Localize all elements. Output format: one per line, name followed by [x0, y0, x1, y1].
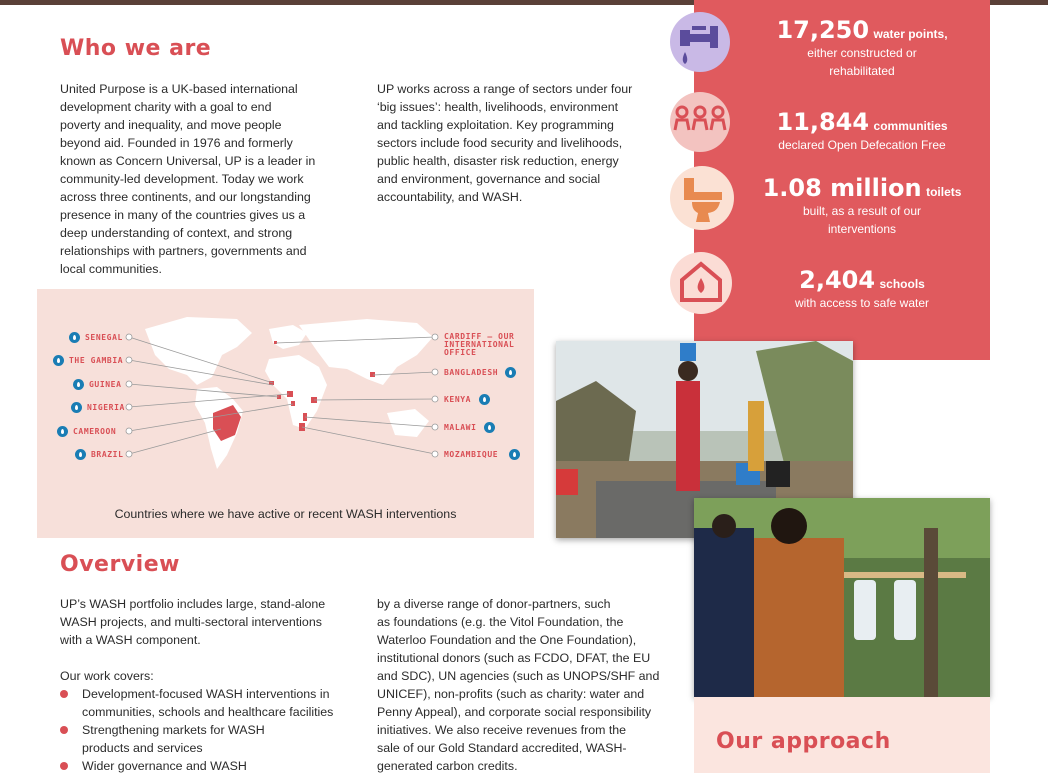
- stat-description: interventions: [827, 222, 897, 236]
- stat-number: 2,404: [799, 266, 876, 294]
- stat-description: either constructed or: [807, 46, 917, 60]
- who-we-are-heading: Who we are: [60, 36, 212, 61]
- toilet-icon: [670, 166, 734, 230]
- text-line: presence in many of the countries gives us a: [60, 208, 306, 222]
- text-line: deep understanding of context, and strong: [60, 226, 293, 240]
- stat-toilets: [694, 166, 990, 246]
- stat-water-points: [694, 12, 990, 92]
- text-line: poverty and inequality, and move people: [60, 118, 282, 132]
- stat-description: with access to safe water: [794, 296, 930, 310]
- water-drop-icon: [53, 355, 64, 366]
- country-label-guinea: GUINEA: [89, 380, 122, 389]
- text-line: UP works across a range of sectors under four: [377, 82, 633, 96]
- overview-heading: Overview: [60, 552, 180, 577]
- list-item: [60, 757, 360, 775]
- text-line: public health, disaster risk reduction, energy: [377, 154, 619, 168]
- text-line: by a diverse range of donor-partners, such: [377, 597, 611, 611]
- text-line: accountability, and WASH.: [377, 190, 523, 204]
- text-line: known as Concern Universal, UP is a leader in: [60, 154, 316, 168]
- water-drop-icon: [71, 402, 82, 413]
- country-label-bangladesh: BANGLADESH: [444, 368, 499, 377]
- text-line: and SDC), UN agencies (such as UNOPS/SHF and: [377, 669, 660, 683]
- text-line: Strengthening markets for WASH: [82, 723, 265, 737]
- country-label-cardiff: [444, 333, 514, 357]
- text-line: ‘big issues’: health, livelihoods, environment: [377, 100, 619, 114]
- map-caption: Countries where we have active or recent WASH interventions: [114, 507, 457, 521]
- stat-unit: communities: [873, 119, 948, 133]
- who-we-are-column-2: [377, 80, 677, 206]
- text-line: sale of our Gold Standard accredited, WASH-: [377, 741, 627, 755]
- country-label-senegal: SENEGAL: [85, 333, 123, 342]
- water-drop-icon: [69, 332, 80, 343]
- country-label-kenya: KENYA: [444, 395, 472, 404]
- list-item: [60, 685, 360, 721]
- text-line: community-led development. Today we work: [60, 172, 304, 186]
- stats-panel: [694, 0, 990, 360]
- text-line: sectors include food security and livelihoods,: [377, 136, 623, 150]
- world-map: [37, 289, 534, 499]
- stat-description: built, as a result of our: [802, 204, 922, 218]
- text-line: and tackling exploitation. Key programming: [377, 118, 614, 132]
- our-approach-box: [694, 697, 990, 773]
- stat-unit: toilets: [926, 185, 962, 199]
- list-item: [60, 721, 360, 757]
- water-drop-icon: [75, 449, 86, 460]
- country-label-the-gambia: THE GAMBIA: [69, 356, 124, 365]
- water-drop-icon: [505, 367, 516, 378]
- wash-countries-map: [37, 289, 534, 538]
- text-line: relationships with partners, governments and: [60, 244, 307, 258]
- label-line: CARDIFF – OUR: [444, 332, 515, 341]
- stat-unit: schools: [879, 277, 925, 291]
- text-line: Penny Appeal), and corporate social responsibility: [377, 705, 652, 719]
- country-label-malawi: MALAWI: [444, 423, 477, 432]
- text-line: UNICEF), non-profits (such as charity: water and: [377, 687, 645, 701]
- overview-column-1: [60, 595, 360, 775]
- country-label-cameroon: CAMEROON: [73, 427, 117, 436]
- text-line: products and services: [82, 741, 203, 755]
- tap-icon: [670, 12, 730, 72]
- water-drop-icon: [484, 422, 495, 433]
- text-line: local communities.: [60, 262, 162, 276]
- stat-description: rehabilitated: [829, 64, 895, 78]
- text-line: initiatives. We also receive revenues from the: [377, 723, 627, 737]
- text-line: development charity with a goal to end: [60, 100, 272, 114]
- water-drop-icon: [57, 426, 68, 437]
- photo-girl-handwashing: [694, 498, 990, 697]
- community-icon: [670, 92, 730, 152]
- stat-unit: water points,: [873, 27, 948, 41]
- text-line: Wider governance and WASH: [82, 759, 247, 773]
- water-drop-icon: [509, 449, 520, 460]
- our-approach-heading: Our approach: [716, 729, 891, 754]
- covers-list: [60, 685, 360, 775]
- stat-description: declared Open Defecation Free: [778, 138, 946, 152]
- text-line: United Purpose is a UK-based international: [60, 82, 298, 96]
- who-we-are-column-1: [60, 80, 360, 278]
- stat-number: 1.08 million: [762, 174, 922, 202]
- text-line: generated carbon credits.: [377, 759, 518, 773]
- text-line: and environment, governance and social: [377, 172, 601, 186]
- text-line: Waterloo Foundation and the One Foundation),: [377, 633, 637, 647]
- text-line: Development-focused WASH interventions in: [82, 687, 330, 701]
- country-label-brazil: BRAZIL: [91, 450, 124, 459]
- text-line: beyond aid. Founded in 1976 and formerly: [60, 136, 293, 150]
- stat-number: 11,844: [776, 108, 870, 136]
- text-line: WASH projects, and multi-sectoral interventions: [60, 615, 322, 629]
- covers-label: Our work covers:: [60, 669, 154, 683]
- text-line: UP’s WASH portfolio includes large, stand-alone: [60, 597, 326, 611]
- text-line: communities, schools and healthcare facilities: [82, 705, 334, 719]
- text-line: institutional donors (such as FCDO, DFAT, the EU: [377, 651, 651, 665]
- stat-communities: [694, 92, 990, 172]
- stat-schools: [694, 252, 990, 332]
- country-label-mozambique: MOZAMBIQUE: [444, 450, 499, 459]
- text-line: with a WASH component.: [60, 633, 201, 647]
- label-line: INTERNATIONAL: [444, 340, 515, 349]
- stat-number: 17,250: [776, 16, 870, 44]
- text-line: as foundations (e.g. the Vitol Foundation, the: [377, 615, 624, 629]
- label-line: OFFICE: [444, 348, 477, 357]
- overview-column-2: [377, 595, 687, 775]
- school-icon: [670, 252, 732, 314]
- text-line: across three continents, and our longstanding: [60, 190, 311, 204]
- water-drop-icon: [73, 379, 84, 390]
- water-drop-icon: [479, 394, 490, 405]
- country-label-nigeria: NIGERIA: [87, 403, 125, 412]
